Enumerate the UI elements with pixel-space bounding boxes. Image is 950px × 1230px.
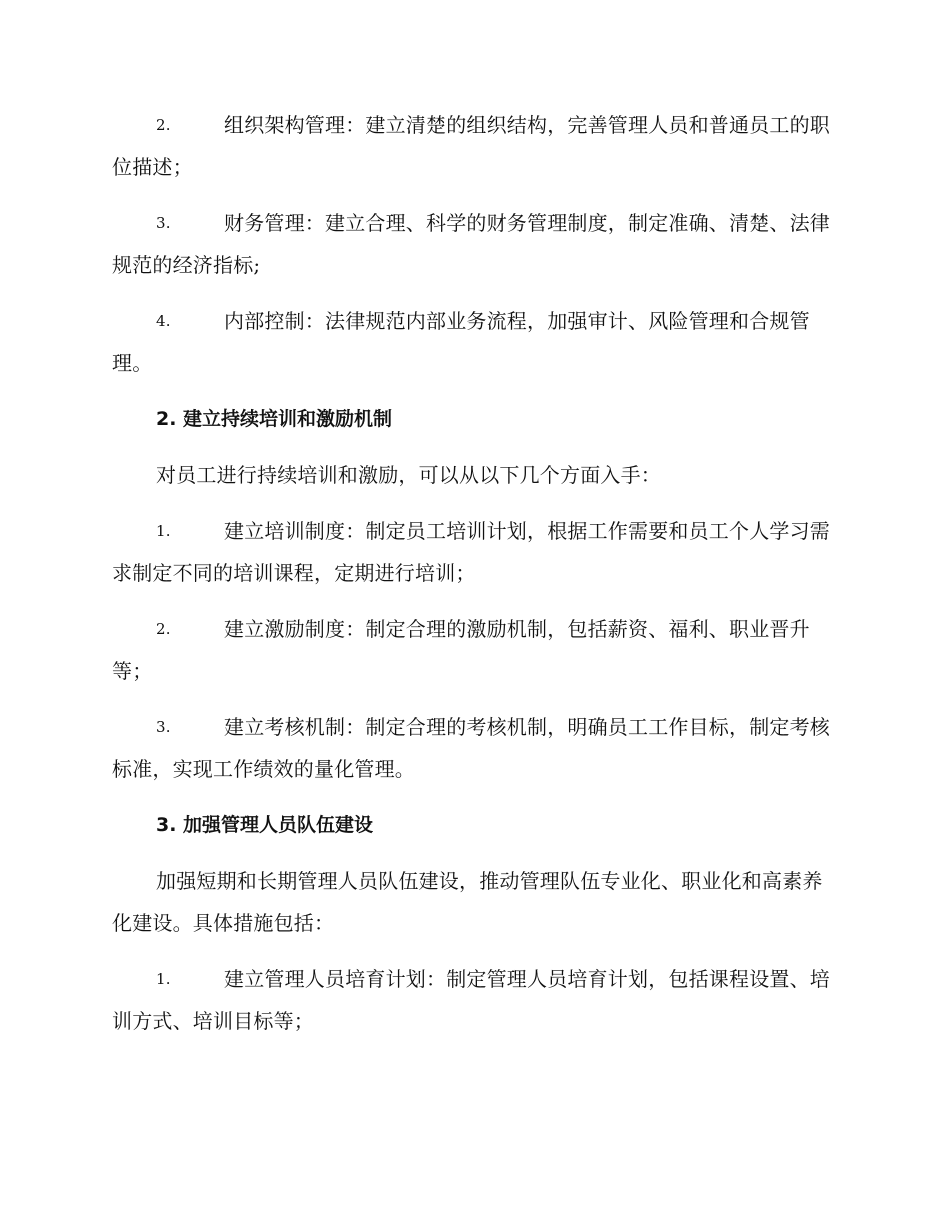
section-intro: 对员工进行持续培训和激励，可以从以下几个方面入手： (156, 463, 661, 487)
list-item-number: 1. (156, 522, 171, 540)
list-item-number: 3. (156, 214, 171, 232)
list-item-text: 内部控制：法律规范内部业务流程，加强审计、风险管理和合规管理。 (112, 309, 810, 375)
list-item-text: 建立培训制度：制定员工培训计划，根据工作需要和员工个人学习需求制定不同的培训课程，定期进行培训； (112, 519, 830, 585)
list-item-text: 建立管理人员培育计划：制定管理人员培育计划，包括课程设置、培训方式、培训目标等； (112, 967, 830, 1033)
list-item-number: 3. (156, 718, 171, 736)
list-item-text: 组织架构管理：建立清楚的组织结构，完善管理人员和普通员工的职位描述； (112, 113, 830, 179)
section-heading: 2. 建立持续培训和激励机制 (156, 408, 393, 430)
list-item-number: 1. (156, 970, 171, 988)
section-intro: 加强短期和长期管理人员队伍建设，推动管理队伍专业化、职业化和高素养化建设。具体措施包括： (112, 869, 823, 935)
list-item-number: 2. (156, 116, 171, 134)
list-item (112, 510, 834, 594)
list-item (112, 202, 834, 286)
list-item (112, 104, 834, 188)
list-item-text: 建立考核机制：制定合理的考核机制，明确员工工作目标，制定考核标准，实现工作绩效的量化管理。 (112, 715, 830, 781)
document-body (112, 104, 834, 1056)
list-item (112, 300, 834, 384)
list-item-text: 建立激励制度：制定合理的激励机制，包括薪资、福利、职业晋升等； (112, 617, 810, 683)
list-item (112, 958, 834, 1042)
list-item-text: 财务管理：建立合理、科学的财务管理制度，制定准确、清楚、法律规范的经济指标; (112, 211, 830, 277)
list-item (112, 706, 834, 790)
list-item-number: 4. (156, 312, 171, 330)
section-heading: 3. 加强管理人员队伍建设 (156, 814, 374, 836)
list-item-number: 2. (156, 620, 171, 638)
list-item (112, 608, 834, 692)
